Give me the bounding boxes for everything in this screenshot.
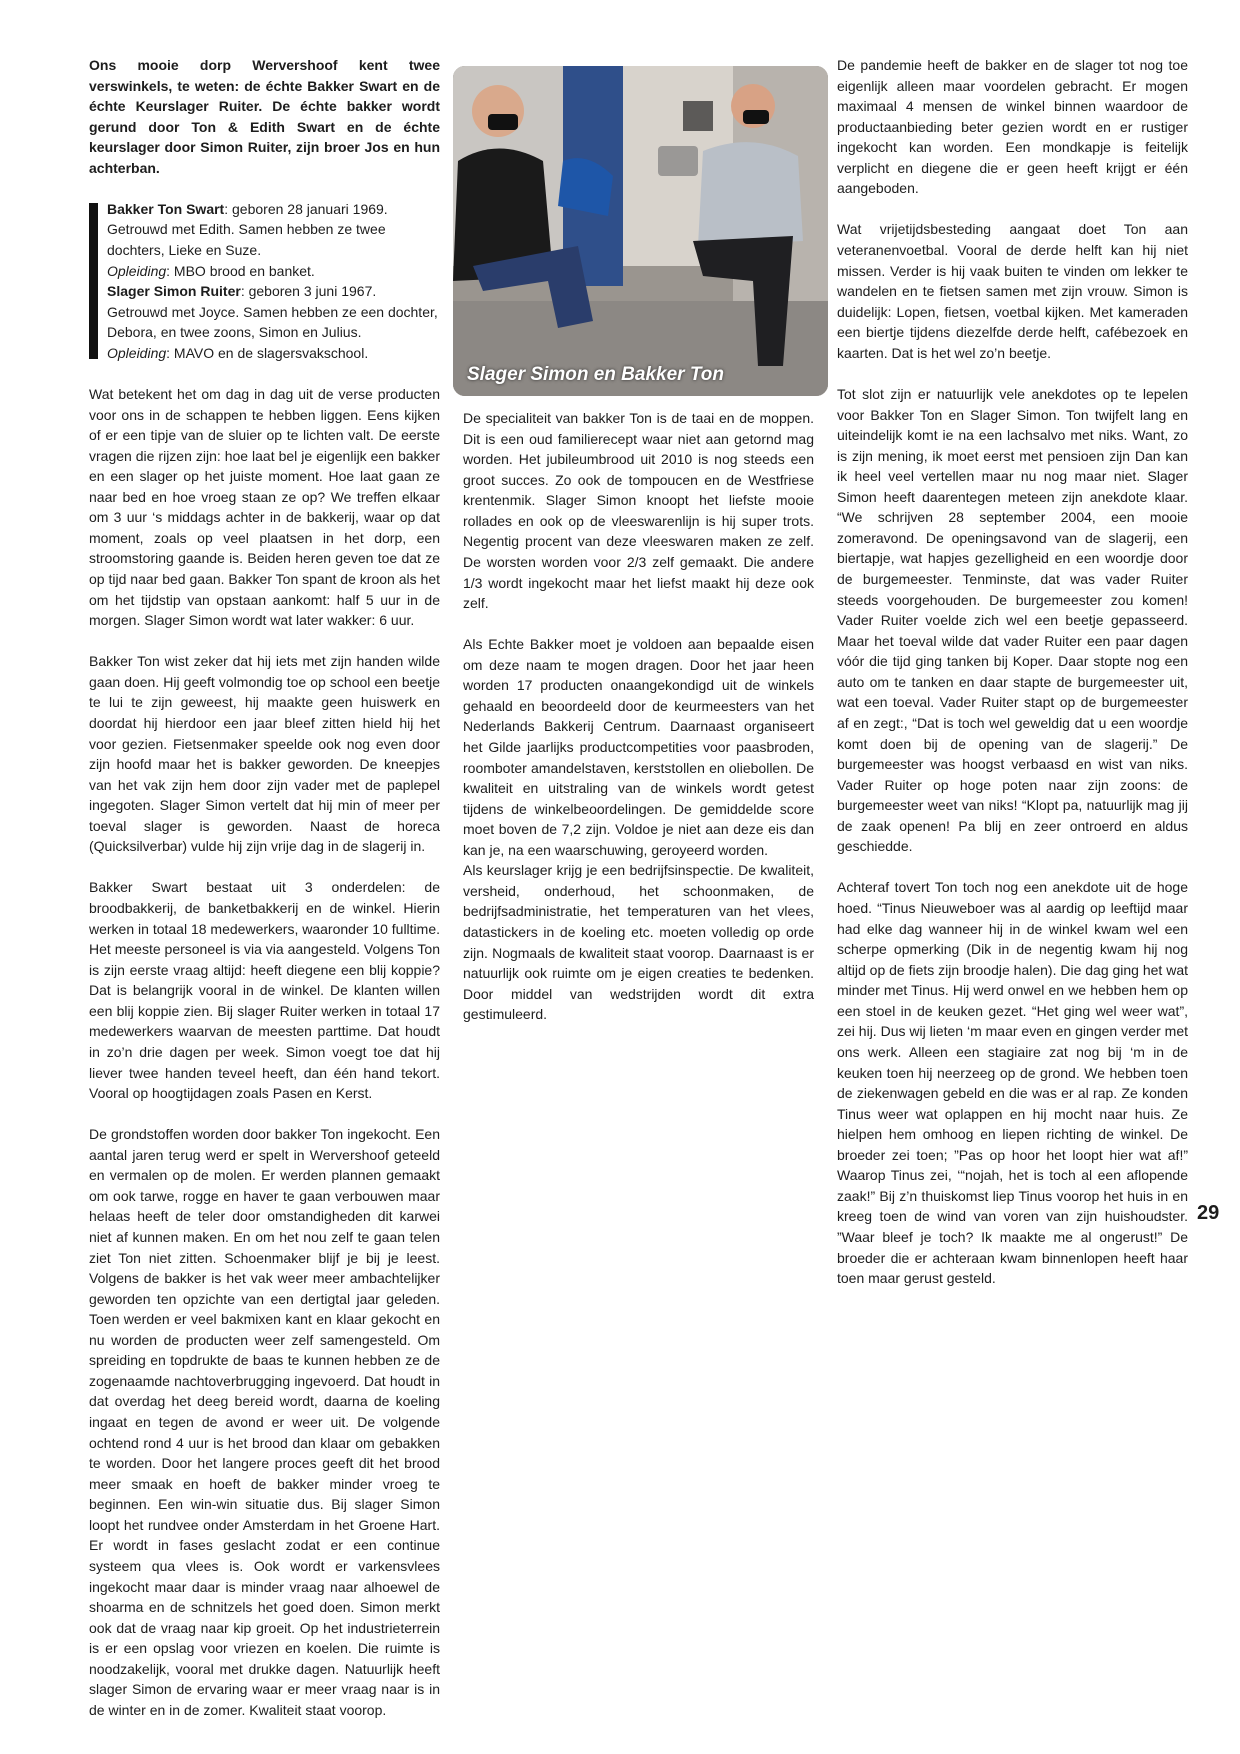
article-photo (453, 66, 828, 396)
info-simon-label: Slager Simon Ruiter (107, 283, 241, 300)
paragraph-9: Wat vrijetijdsbesteding aangaat doet Ton aan veteranenvoetbal. Vooral de derde helft kan hij niet missen. Verder is hij vaak buiten te vinden om lekker te wandelen en te fietsen samen met zijn vrouw. Simon is duidelijk: Lopen, fietsen, voetbal kijken. Met kameraden een biertje tijdens diezelfde derde helft, cafébezoek en kaarten. Dat is het wel zo’n beetje. (837, 221, 1188, 361)
info-simon (107, 281, 440, 343)
photo-caption: Slager Simon en Bakker Ton (467, 364, 724, 386)
photo-illustration (453, 66, 828, 396)
info-ton (107, 199, 440, 261)
info-box (89, 199, 440, 364)
info-ton-text: : geboren 28 januari 1969. Getrouwd met Edith. Samen hebben ze twee dochters, Lieke en Suze. (107, 200, 388, 259)
info-simon-edu-text: : MAVO en de slagersvakschool. (166, 344, 369, 361)
paragraph-8: De pandemie heeft de bakker en de slager tot nog toe eigenlijk alleen maar voordelen gebracht. Er mogen maximaal 4 mensen de winkel binnen waardoor de productaanbieding beter gezien wordt en er rustiger ingekocht kan worden. Een mondkapje is feitelijk verplicht en diegene die er geen heeft krijgt er één aangeboden. (837, 57, 1188, 197)
info-simon-education (107, 343, 440, 364)
info-simon-edu-label: Opleiding (107, 344, 167, 361)
info-ton-edu-label: Opleiding (107, 262, 167, 279)
paragraph-1: Wat betekent het om dag in dag uit de verse producten voor ons in de schappen te hebben liggen. Eens kijken of er een tipje van de sluier op te lichten valt. De eerste vragen die rijzen zijn: hoe laat bel je eigenlijk een bakker en een slager op het juiste moment. Hoe laat gaan ze naar bed en hoe vroeg staan ze op? We treffen elkaar om 3 uur ‘s middags achter in de bakkerij, waar op dat moment, zoals op veel plaatsen in het dorp, een stroomstoring gaande is. Beiden heren geven toe dat ze op tijd naar bed gaan. Bakker Ton spant de kroon als het om het tijdstip van opstaan aankomt: half 5 uur in de morgen. Slager Simon wordt wat later wakker: 6 uur. (89, 385, 440, 629)
paragraph-7: Als keurslager krijg je een bedrijfsinspectie. De kwaliteit, versheid, onderhoud, het schoonmaken, de bedrijfsadministratie, het temperaturen van het vlees, datastickers in de koeling etc. moeten volledig op orde zijn. Nogmaals de kwaliteit staat voorop. Daarnaast is er natuurlijk ook ruimte om je eigen creaties te bedenken. Door middel van wedstrijden wordt dit extra gestimuleerd. (463, 862, 814, 1023)
column-1 (89, 55, 440, 1720)
paragraph-4: De grondstoffen worden door bakker Ton ingekocht. Een aantal jaren terug werd er spelt in Wervershoof geteeld en vermalen op de molen. Er werden plannen gemaakt om ook tarwe, rogge en haver te gaan verbouwen maar helaas heeft de teler door omstandigheden dit karwei niet af kunnen maken. En om het nou zelf te gaan telen ziet Ton niet zitten. Schoenmaker blijf je bij je leest. Volgens de bakker is het vak weer meer ambachtelijker geworden ten opzichte van een dertigtal jaar geleden. Toen werden er veel bakmixen kant en klaar gekocht en nu worden de producten weer zelf samengesteld. Om spreiding en topdrukte de baas te kunnen hebben ze de zogenaamde nachtoverbrugging ingevoerd. Dat houdt in dat overdag het deeg bereid wordt, daarna de koeling ingaat en tegen de avond er weer uit. De volgende ochtend rond 4 uur is het brood dan klaar om gebakken te worden. Door het langere proces geeft dit het brood meer smaak en hoeft de bakker minder vroeg te beginnen. Een win-win situatie dus. Bij slager Simon loopt het rundvee onder Amsterdam in het Groene Hart. Er wordt in fases geslacht zodat er een continue systeem qua vlees is. Ook wordt er varkensvlees ingekocht maar daar is minder vraag naar alhoewel de shoarma en de schnitzels het goed doen. Simon merkt ook dat de vraag naar kip groeit. Op het industrieterrein is er een opslag voor vriezen en koelen. Die ruimte is noodzakelijk, vooral met drukke dagen. Natuurlijk heeft slager Simon de ervaring waar er meer vraag naar is in de winter en in de zomer. Kwaliteit staat voorop. (89, 1126, 440, 1718)
paragraph-5: De specialiteit van bakker Ton is de taai en de moppen. Dit is een oud familierecept waar niet aan getornd mag worden. Het jubileumbrood uit 2010 is nog steeds een groot succes. Zo ook de tompoucen en de Westfriese krentenmik. Slager Simon knoopt het liefste mooie rollades en ook op de vleeswarenlijn is hij super trots. Negentig procent van deze vleeswaren maken ze zelf. De worsten worden voor 2/3 zelf gemaakt. Die andere 1/3 wordt ingekocht maar het liefst maakt hij deze ook zelf. (463, 410, 814, 612)
paragraph-6: Als Echte Bakker moet je voldoen aan bepaalde eisen om deze naam te mogen dragen. Door het jaar heen worden 17 producten onaangekondigd uit de winkels gehaald en beoordeeld door de keurmeesters van het Nederlands Bakkerij Centrum. Daarnaast organiseert het Gilde jaarlijks productcompetities voor paasbroden, roomboter amandelstaven, kerststollen en oliebollen. De kwaliteit en uitstraling van de winkels wordt getest tijdens de winkelbeoordelingen. De gemiddelde score moet boven de 7,2 zijn. Voldoe je niet aan deze eis dan kan je, na een waarschuwing, geroyeerd worden. (463, 636, 814, 858)
column-2 (463, 55, 814, 1025)
info-ton-edu-text: : MBO brood en banket. (166, 262, 315, 279)
intro-paragraph: Ons mooie dorp Wervershoof kent twee verswinkels, te weten: de échte Bakker Swart en de échte Keurslager Ruiter. De échte bakker wordt gerund door Ton & Edith Swart en de échte keurslager door Simon Ruiter, zijn broer Jos en hun achterban. (89, 57, 440, 176)
info-ton-education (107, 261, 440, 282)
column-3 (837, 55, 1188, 1289)
info-simon-text: : geboren 3 juni 1967. Getrouwd met Joyce. Samen hebben ze een dochter, Debora, en twee zoons, Simon en Julius. (107, 283, 438, 341)
paragraph-10: Tot slot zijn er natuurlijk vele anekdotes op te lepelen voor Bakker Ton en Slager Simon. Ton twijfelt lang en uiteindelijk komt ie na een lachsalvo met niks. Want, zo is zijn mening, ik moet eerst met pensioen zijn Dan kan ik heel veel vertellen maar nu nog maar niet. Slager Simon heeft daarentegen meteen zijn anekdote klaar. “We schrijven 28 september 2004, een mooie zomeravond. De openingsavond van de slagerij, een biertapje, wat hapjes gezelligheid en een woordje door de burgemeester. Tenminste, dat was vader Ruiter steeds voorgehouden. De burgemeester zou komen! Vader Ruiter voelde zich wel een beetje gepasseerd. Maar het toeval wilde dat vader Ruiter een paar dagen vóór die tijd ging tanken bij Koper. Daar stopte nog een auto om te tanken en daar stapte de burgemeester uit, wat een toeval. Vader Ruiter stapt op de burgemeester af en zegt:, “Dat is toch wel geweldig dat u een woordje komt doen bij de opening van de slagerij.” De burgemeester was hoogst verbaasd en wist van niks. Vader Ruiter op hoge poten naar zijn zoons: de burgemeester weet van niks! “Klopt pa, natuurlijk mag jij de zaak openen! Pa blij en zeer ontroerd en aldus geschiedde. (837, 385, 1188, 855)
paragraph-11: Achteraf tovert Ton toch nog een anekdote uit de hoge hoed. “Tinus Nieuweboer was al aardig op leeftijd maar had elke dag wanneer hij in de winkel kwam wel een scherpe opmerking (Dik in de negentig kwam hij nog altijd op de fiets zijn broodje halen). Die dag ging het wat minder met Tinus. Hij werd onwel en we hebben hem op een stoel in de keuken gezet. “Het ging wel weer wat”, zei hij. Dus wij lieten ‘m maar even en gingen verder met ons werk. Alleen een stagiaire zat nog bij ‘m in de keuken toen hij neerzeeg op de grond. We hebben toen de ziekenwagen gebeld en die was er al rap. Ze konden Tinus weer wat oplappen en hij mocht naar huis. Ze hielpen hem omhoog en liepen richting de winkel. De broeder zei toen; ”Pas op hoor het loopt hier wat af!” Waarop Tinus zei, ‘“nojah, het is toch al een aflopende zaak!” Bij z’n thuiskomst liep Tinus voorop het huis in en kreeg toen de wind van voren van zijn huishoudster. ”Waar bleef je toch? Ik maakte me al ongerust!” De broeder die er achteraan kwam binnenlopen heeft haar toen maar gerust gesteld. (837, 879, 1188, 1287)
paragraph-2: Bakker Ton wist zeker dat hij iets met zijn handen wilde gaan doen. Hij geeft volmondig toe op school een beetje te lui te zijn geweest, hij maakte geen huiswerk en doordat hij hierdoor een jaar bleef zitten hield hij het voor gezien. Fietsenmaker speelde ook nog even door zijn hoofd maar het is bakker geworden. De kneepjes van het vak zijn hem door zijn vader met de paplepel ingegoten. Slager Simon vertelt dat hij min of meer per toeval slager is geworden. Naast de horeca (Quicksilverbar) vulde hij zijn vrije dag in de slagerij in. (89, 653, 440, 855)
info-ton-label: Bakker Ton Swart (107, 200, 225, 217)
paragraph-3: Bakker Swart bestaat uit 3 onderdelen: de broodbakkerij, de banketbakkerij en de winkel. Hierin werken in totaal 18 medewerkers, waaronder 10 fulltime. Het meeste personeel is via via aangesteld. Volgens Ton is zijn eerste vraag altijd: heeft diegene een blij koppie? Dat is belangrijk vooral in de winkel. De klanten willen een blij koppie zien. Bij slager Ruiter werken in totaal 17 medewerkers waarvan de meesten parttime. Dat houdt in zo’n drie dagen per week. Simon voegt toe dat hij liever twee handen teveel heeft, dan één hand tekort. Vooral op hoogtijdagen zoals Pasen en Kerst. (89, 879, 440, 1102)
page-number: 29 (1197, 1202, 1220, 1224)
